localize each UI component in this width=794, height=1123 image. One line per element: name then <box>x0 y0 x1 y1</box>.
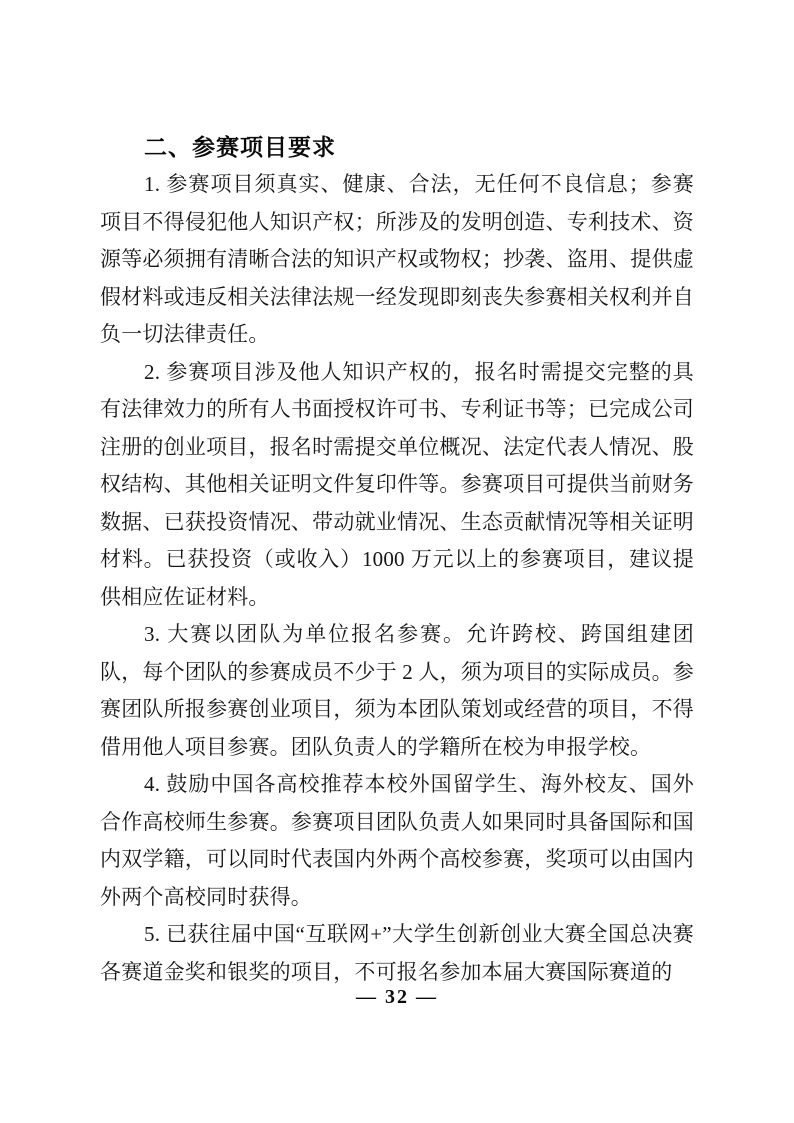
paragraph-5: 5. 已获往届中国“互联网+”大学生创新创业大赛全国总决赛各赛道金奖和银奖的项目，不可报名参加本届大赛国际赛道的 <box>100 922 694 984</box>
page-number: — 32 — <box>356 986 438 1008</box>
document-body <box>100 128 694 991</box>
paragraph-2: 2. 参赛项目涉及他人知识产权的，报名时需提交完整的具有法律效力的所有人书面授权许可书、专利证书等；已完成公司注册的创业项目，报名时需提交单位概况、法定代表人情况、股权结构、其他相关证明文件复印件等。参赛项目可提供当前财务数据、已获投资情况、带动就业情况、生态贡献情况等相关证明材料。已获投资（或收入）1000 万元以上的参赛项目，建议提供相应佐证材料。 <box>100 359 694 609</box>
paragraph-4: 4. 鼓励中国各高校推荐本校外国留学生、海外校友、国外合作高校师生参赛。参赛项目团队负责人如果同时具备国际和国内双学籍，可以同时代表国内外两个高校参赛，奖项可以由国内外两个高校同时获得。 <box>100 772 694 909</box>
paragraph-3: 3. 大赛以团队为单位报名参赛。允许跨校、跨国组建团队，每个团队的参赛成员不少于 2 人，须为项目的实际成员。参赛团队所报参赛创业项目，须为本团队策划或经营的项目，不得借用他人项目参赛。团队负责人的学籍所在校为申报学校。 <box>100 622 694 759</box>
paragraph-1: 1. 参赛项目须真实、健康、合法，无任何不良信息；参赛项目不得侵犯他人知识产权；所涉及的发明创造、专利技术、资源等必须拥有清晰合法的知识产权或物权；抄袭、盗用、提供虚假材料或违反相关法律法规一经发现即刻丧失参赛相关权利并自负一切法律责任。 <box>100 172 694 346</box>
section-heading: 二、参赛项目要求 <box>144 134 336 160</box>
